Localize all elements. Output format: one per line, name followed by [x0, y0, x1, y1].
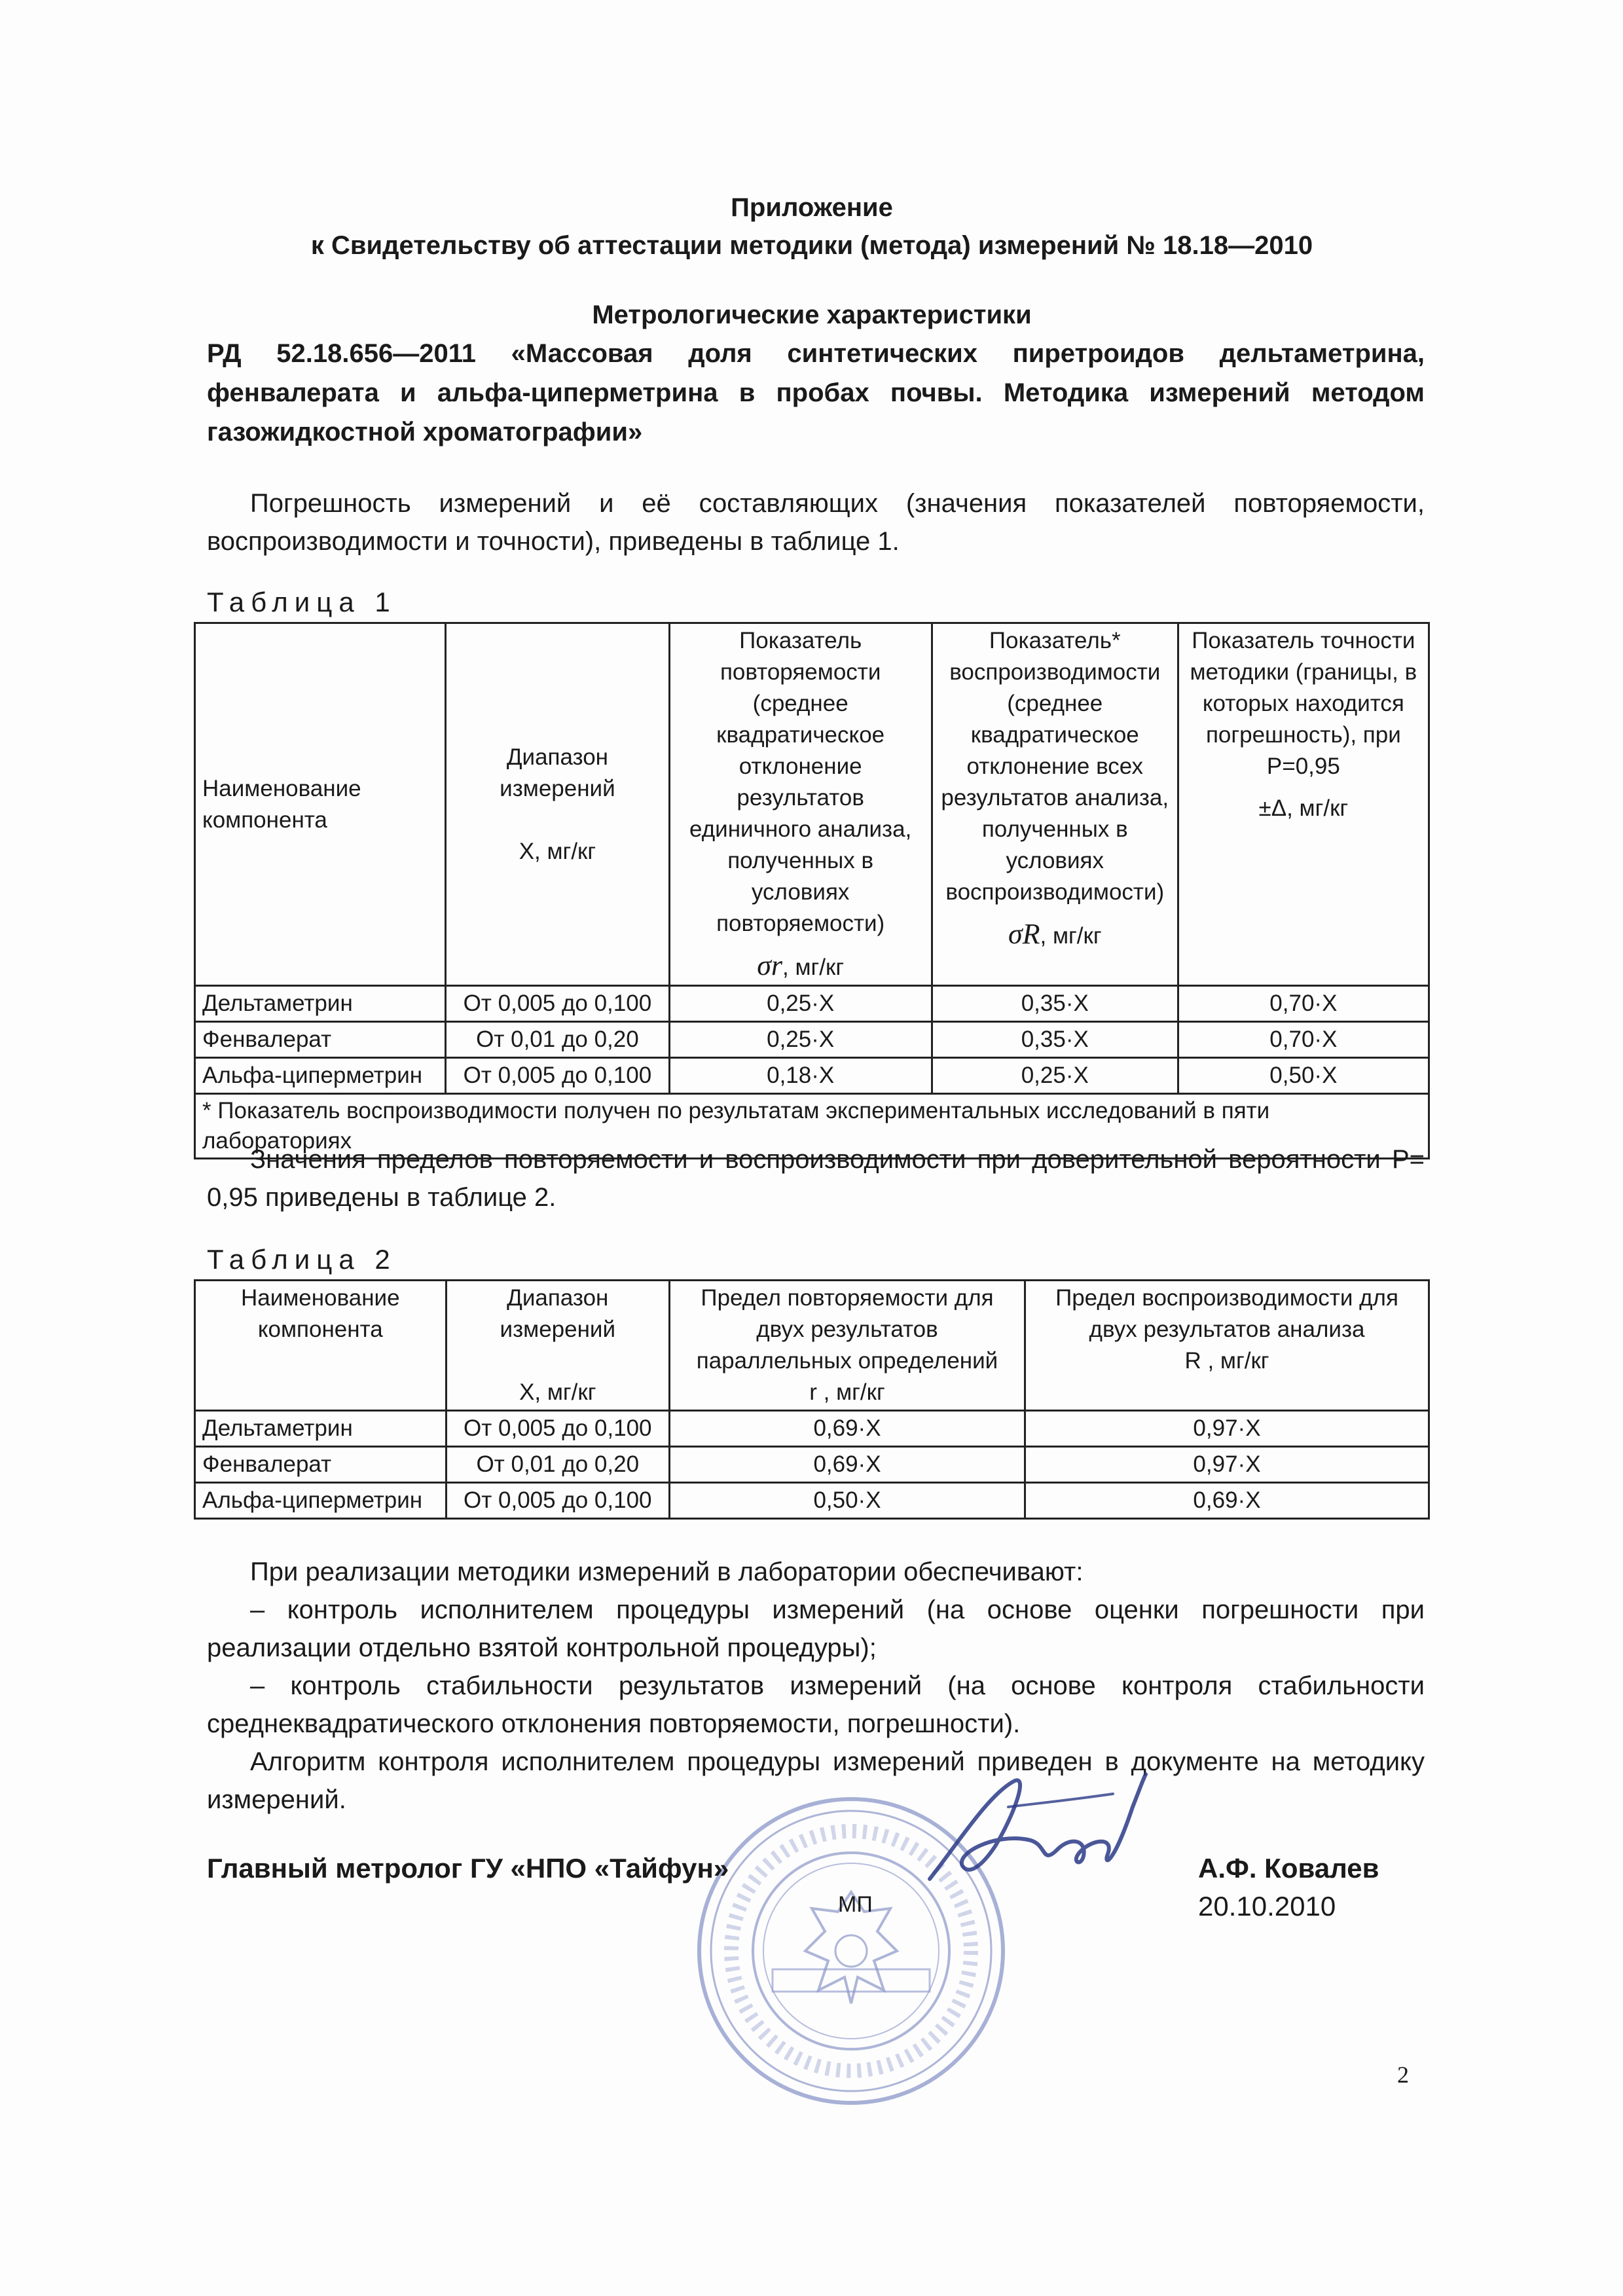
table2-header-row: [195, 1281, 1429, 1411]
table1-head-reprod: Показатель* воспроизводимости (среднее квадратическое отклонение всех результатов анализа, полученных в условиях воспроизводимости) σR, мг/кг: [932, 623, 1178, 986]
table2-head-reprod: Предел воспроизводимости для двух результатов анализа R , мг/кг: [1025, 1281, 1429, 1411]
middle-paragraph: Значения пределов повторяемости и воспроизводимости при доверительной вероятности P= 0,95 приведены в таблице 2.: [207, 1145, 1425, 1212]
document-subject: РД 52.18.656—2011 «Массовая доля синтетических пиретроидов дельтаметрина, фенвалерата и альфа-циперметрина в пробах почвы. Методика измерений методом газожидкостной хроматографии»: [207, 339, 1425, 446]
table1-footnote: * Показатель воспроизводимости получен по результатам экспериментальных исследований в пяти лабораториях: [195, 1094, 1429, 1159]
table2: [194, 1279, 1430, 1520]
table-row: Дельтаметрин От 0,005 до 0,100 0,25·X 0,35·X 0,70·X: [195, 986, 1429, 1022]
table1-header-row: [195, 623, 1429, 986]
signatory-position: Главный метролог ГУ «НПО «Тайфун»: [207, 1853, 729, 1884]
table-row: Альфа-циперметрин От 0,005 до 0,100 0,18·X 0,25·X 0,50·X: [195, 1058, 1429, 1094]
body-paragraph-1: При реализации методики измерений в лаборатории обеспечивают:: [250, 1558, 1084, 1586]
body-paragraph-2: – контроль исполнителем процедуры измерений (на основе оценки погрешности при реализации отдельно взятой контрольной процедуры);: [207, 1595, 1425, 1662]
table1-caption: Таблица 1: [207, 587, 397, 617]
page-number: 2: [1397, 2062, 1409, 2088]
signature-icon: [917, 1768, 1152, 1892]
table1-head-name: Наименование компонента: [195, 623, 446, 986]
table2-head-name: Наименование компонента: [195, 1281, 447, 1411]
table2-head-range: Диапазон измерений X, мг/кг: [446, 1281, 669, 1411]
table1-head-repeat: Показатель повторяемости (среднее квадратическое отклонение результатов единичного анализа, полученных в условиях повторяемости) σr, мг/кг: [669, 623, 932, 986]
stamp-place-label: МП: [838, 1892, 873, 1917]
table1-head-accuracy: Показатель точности методики (границы, в которых находится погрешность), при P=0,95 ±Δ, мг/кг: [1178, 623, 1429, 986]
intro-paragraph: Погрешность измерений и её составляющих (значения показателей повторяемости, воспроизводимости и точности), приведены в таблице 1.: [207, 489, 1425, 556]
table1-head-range: Диапазон измерений X, мг/кг: [446, 623, 669, 986]
body-paragraph-3: – контроль стабильности результатов измерений (на основе контроля стабильности среднеквадратического отклонения повторяемости, погрешности).: [207, 1671, 1425, 1738]
table2-caption: Таблица 2: [207, 1244, 397, 1275]
body-paragraph-4: Алгоритм контроля исполнителем процедуры измерений приведен в документе на методику измерений.: [207, 1747, 1425, 1814]
table1: [194, 622, 1430, 1159]
table-row: Фенвалерат От 0,01 до 0,20 0,69·X 0,97·X: [195, 1447, 1429, 1483]
table2-head-repeat: Предел повторяемости для двух результатов параллельных определений r , мг/кг: [670, 1281, 1025, 1411]
table-row: Дельтаметрин От 0,005 до 0,100 0,69·X 0,97·X: [195, 1411, 1429, 1447]
table-row: Альфа-циперметрин От 0,005 до 0,100 0,50·X 0,69·X: [195, 1483, 1429, 1519]
doc-subtitle: к Свидетельству об аттестации методики (метода) измерений № 18.18—2010: [310, 231, 1313, 260]
section-heading: Метрологические характеристики: [592, 301, 1032, 329]
table-row: Фенвалерат От 0,01 до 0,20 0,25·X 0,35·X 0,70·X: [195, 1022, 1429, 1058]
signature-date: 20.10.2010: [1198, 1891, 1336, 1922]
doc-title: Приложение: [731, 193, 893, 222]
signatory-name: А.Ф. Ковалев: [1198, 1853, 1379, 1884]
